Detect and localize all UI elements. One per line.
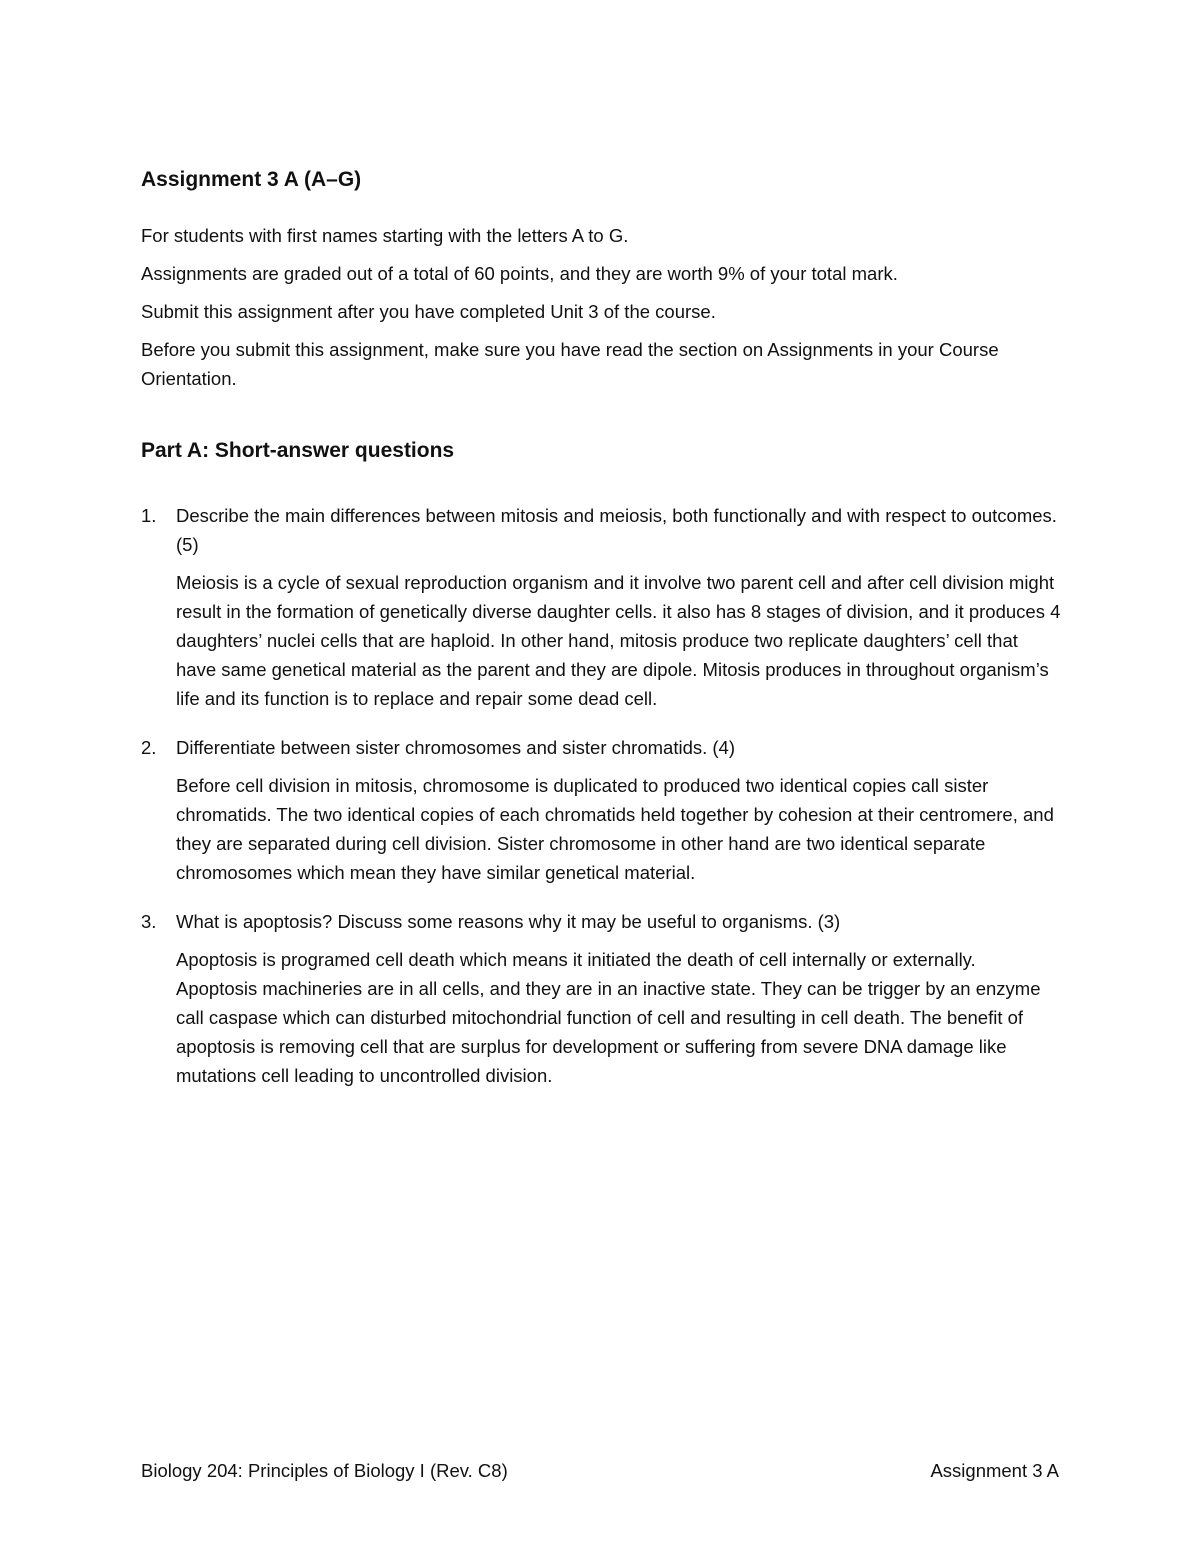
page-title: Assignment 3 A (A–G) xyxy=(141,168,362,191)
question-number: 3. xyxy=(141,910,157,932)
question-row xyxy=(141,501,1061,559)
footer-assignment-label: Assignment 3 A xyxy=(930,1460,1059,1481)
answer-text: Meiosis is a cycle of sexual reproduction organism and it involve two parent cell and after cell division might result in the formation of genetically diverse daughter cells. it also has 8 stages of division, and it produces 4 daughters’ nuclei cells that are haploid. In other hand, mitosis produce two replicate daughters’ cell that have same genetical material as the parent and they are dipole. Mitosis produces in throughout organism’s life and its function is to replace and repair some dead cell. xyxy=(176,571,1061,709)
intro-paragraph: Assignments are graded out of a total of 60 points, and they are worth 9% of your total mark. xyxy=(141,263,898,285)
question-item xyxy=(141,733,1061,887)
question-text: Describe the main differences between mitosis and meiosis, both functionally and with respect to outcomes. (5) xyxy=(176,504,1057,555)
question-number: 2. xyxy=(141,736,157,758)
section-heading: Part A: Short-answer questions xyxy=(141,439,455,463)
intro-paragraph: Submit this assignment after you have completed Unit 3 of the course. xyxy=(141,301,716,323)
question-text: Differentiate between sister chromosomes and sister chromatids. (4) xyxy=(176,736,736,758)
question-item xyxy=(141,501,1061,713)
question-row xyxy=(141,907,1061,936)
answer-text: Before cell division in mitosis, chromosome is duplicated to produced two identical copies call sister chromatids. The two identical copies of each chromatids held together by cohesion at their centromere, and they are separated during cell division. Sister chromosome in other hand are two identical separate chromosomes which mean they have similar genetical material. xyxy=(176,774,1054,883)
question-item xyxy=(141,907,1061,1090)
page-footer xyxy=(141,1456,1059,1485)
document-body xyxy=(141,166,1061,1110)
question-row xyxy=(141,733,1061,762)
intro-paragraph: For students with first names starting with the letters A to G. xyxy=(141,225,629,247)
intro-section xyxy=(141,221,1061,393)
answer-text: Apoptosis is programed cell death which means it initiated the death of cell internally or externally. Apoptosis machineries are in all cells, and they are in an inactive state. They can be trigger by an enzyme call caspase which can disturbed mitochondrial function of cell and resulting in cell death. The benefit of apoptosis is removing cell that are surplus for development or suffering from severe DNA damage like mutations cell leading to uncontrolled division. xyxy=(176,948,1041,1086)
question-text: What is apoptosis? Discuss some reasons why it may be useful to organisms. (3) xyxy=(176,910,841,932)
intro-paragraph: Before you submit this assignment, make sure you have read the section on Assignments in your Course Orientation. xyxy=(141,339,999,390)
footer-course-title: Biology 204: Principles of Biology I (Rev. C8) xyxy=(141,1460,508,1481)
question-number: 1. xyxy=(141,504,157,526)
